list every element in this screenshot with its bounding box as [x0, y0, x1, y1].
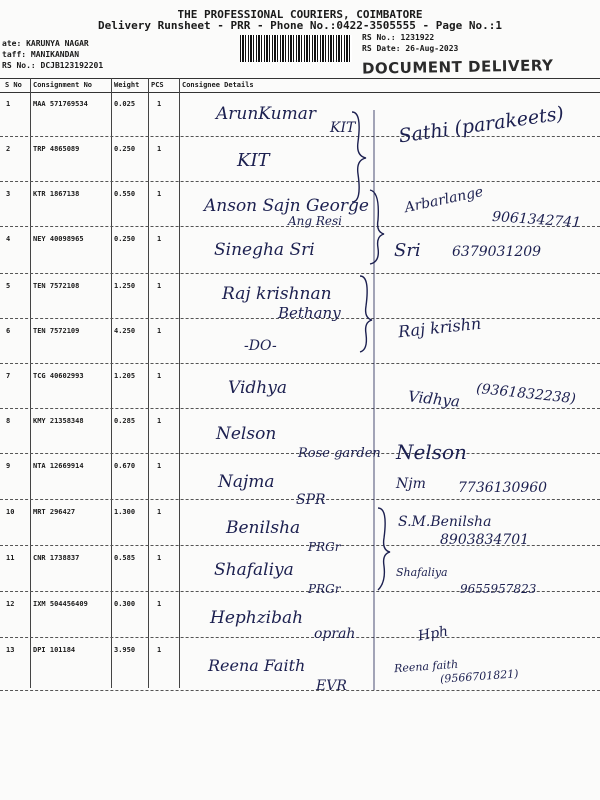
consignee-handwriting: PRGr	[308, 582, 341, 596]
consignee-handwriting: Hephzibah	[210, 608, 304, 628]
row-weight: 1.250	[114, 282, 136, 290]
row-pcs: 1	[157, 508, 162, 516]
row-pcs: 1	[157, 600, 162, 608]
consignee-handwriting: PRGr	[308, 540, 341, 554]
document-delivery-stamp: DOCUMENT DELIVERY	[361, 56, 554, 78]
signature-scribble: Njm	[396, 476, 426, 492]
site-label: ate: KARUNYA NAGAR	[2, 39, 89, 48]
row-consignment-no: IXM 504456409	[33, 600, 88, 608]
row-weight: 1.205	[114, 372, 136, 380]
row-weight: 0.025	[114, 100, 136, 108]
consignee-handwriting: EVR	[316, 678, 347, 694]
row-pcs: 1	[157, 282, 162, 290]
signature: S.M.Benilsha	[398, 514, 492, 530]
receipt-phone: 9061342741	[491, 208, 582, 232]
consignee-handwriting: KIT	[330, 120, 356, 136]
receipt-phone: 8903834701	[440, 532, 530, 548]
receipt-phone: (9361832238)	[475, 380, 577, 408]
col-weight: Weight	[114, 81, 140, 89]
consignee-handwriting: Ang Resi	[288, 214, 343, 228]
row-consignment-no: NEY 40098965	[33, 235, 84, 243]
row-pcs: 1	[157, 100, 162, 108]
row-sno: 3	[6, 190, 11, 198]
consignee-handwriting: Shafaliya	[214, 560, 294, 580]
row-sno: 1	[6, 100, 11, 108]
consignee-handwriting: Benilsha	[226, 518, 301, 538]
row-pcs: 1	[157, 235, 162, 243]
row-sno: 11	[6, 554, 15, 562]
consignee-handwriting: Bethany	[278, 304, 341, 322]
row-pcs: 1	[157, 417, 162, 425]
row-pcs: 1	[157, 145, 162, 153]
row-sno: 2	[6, 145, 11, 153]
consignee-handwriting: Anson Sajn George	[204, 196, 369, 216]
row-weight: 4.250	[114, 327, 136, 335]
col-consignee: Consignee Details	[182, 81, 254, 89]
row-consignment-no: DPI 101184	[33, 646, 76, 654]
drs-label: RS No.: DCJB123192201	[2, 61, 104, 70]
signature: Sathi (parakeets)	[397, 102, 566, 148]
col-consignment: Consignment No	[33, 81, 93, 89]
consignee-handwriting: Nelson	[216, 424, 277, 444]
row-consignment-no: MAA 571769534	[33, 100, 88, 108]
signature-scribble: Vidhya	[407, 387, 461, 411]
row-sno: 9	[6, 462, 11, 470]
row-sno: 10	[6, 508, 15, 516]
receipt-phone: (9566701821)	[439, 667, 519, 686]
row-weight: 0.585	[114, 554, 136, 562]
consignee-handwriting: Reena Faith	[208, 656, 306, 675]
row-consignment-no: MRT 296427	[33, 508, 76, 516]
row-sno: 7	[6, 372, 11, 380]
row-weight: 0.250	[114, 235, 136, 243]
signature: Nelson	[396, 440, 467, 464]
signature-scribble: Reena faith	[393, 657, 459, 676]
row-consignment-no: KMY 21358348	[33, 417, 84, 425]
row-sno: 13	[6, 646, 15, 654]
row-weight: 0.285	[114, 417, 136, 425]
row-consignment-no: TRP 4865089	[33, 145, 80, 153]
row-weight: 0.550	[114, 190, 136, 198]
row-sno: 5	[6, 282, 11, 290]
row-consignment-no: TCG 40602993	[33, 372, 84, 380]
row-pcs: 1	[157, 372, 162, 380]
col-sno: S No	[5, 81, 22, 89]
row-consignment-no: TEN 7572108	[33, 282, 80, 290]
row-weight: 1.300	[114, 508, 136, 516]
consignee-handwriting: Sinegha Sri	[214, 240, 315, 260]
company-title: THE PROFESSIONAL COURIERS, COIMBATORE	[177, 8, 423, 21]
row-weight: 0.670	[114, 462, 136, 470]
staff-label: taff: MANIKANDAN	[2, 50, 80, 59]
rs-number: RS No.: 1231922	[362, 33, 435, 42]
row-pcs: 1	[157, 327, 162, 335]
row-consignment-no: KTR 1867138	[33, 190, 80, 198]
row-weight: 3.950	[114, 646, 136, 654]
row-pcs: 1	[157, 462, 162, 470]
signature-scribble: Arbarlange	[403, 183, 485, 217]
consignee-handwriting: -DO-	[244, 338, 277, 354]
consignee-handwriting: Vidhya	[228, 378, 287, 398]
consignee-handwriting: oprah	[314, 626, 356, 642]
row-consignment-no: CNR 1738837	[33, 554, 80, 562]
row-consignment-no: NTA 12669914	[33, 462, 84, 470]
consignee-handwriting: SPR	[296, 492, 326, 508]
row-pcs: 1	[157, 646, 162, 654]
consignee-handwriting: Najma	[218, 472, 275, 492]
row-pcs: 1	[157, 190, 162, 198]
row-sno: 4	[6, 235, 11, 243]
receipt-phone: 7736130960	[458, 480, 548, 496]
receipt-phone: 6379031209	[452, 244, 542, 260]
signature-scribble: Shafaliya	[396, 566, 448, 579]
row-weight: 0.300	[114, 600, 136, 608]
rs-date: RS Date: 26-Aug-2023	[362, 44, 459, 53]
row-sno: 6	[6, 327, 11, 335]
signature-scribble: Sri	[394, 240, 421, 261]
signature-scribble: Raj krishn	[397, 313, 483, 342]
col-pcs: PCS	[151, 81, 164, 89]
row-sno: 8	[6, 417, 11, 425]
consignee-handwriting: KIT	[237, 150, 270, 171]
consignee-handwriting: Raj krishnan	[222, 284, 332, 304]
consignee-handwriting: ArunKumar	[216, 104, 316, 124]
row-sno: 12	[6, 600, 15, 608]
row-pcs: 1	[157, 554, 162, 562]
row-consignment-no: TEN 7572109	[33, 327, 80, 335]
row-weight: 0.250	[114, 145, 136, 153]
runsheet-subtitle: Delivery Runsheet - PRR - Phone No.:0422-3505555 - Page No.:1	[98, 19, 502, 32]
receipt-phone: 9655957823	[460, 582, 537, 596]
signature-scribble: Hph	[416, 623, 450, 645]
consignee-handwriting: Rose garden	[298, 446, 381, 461]
